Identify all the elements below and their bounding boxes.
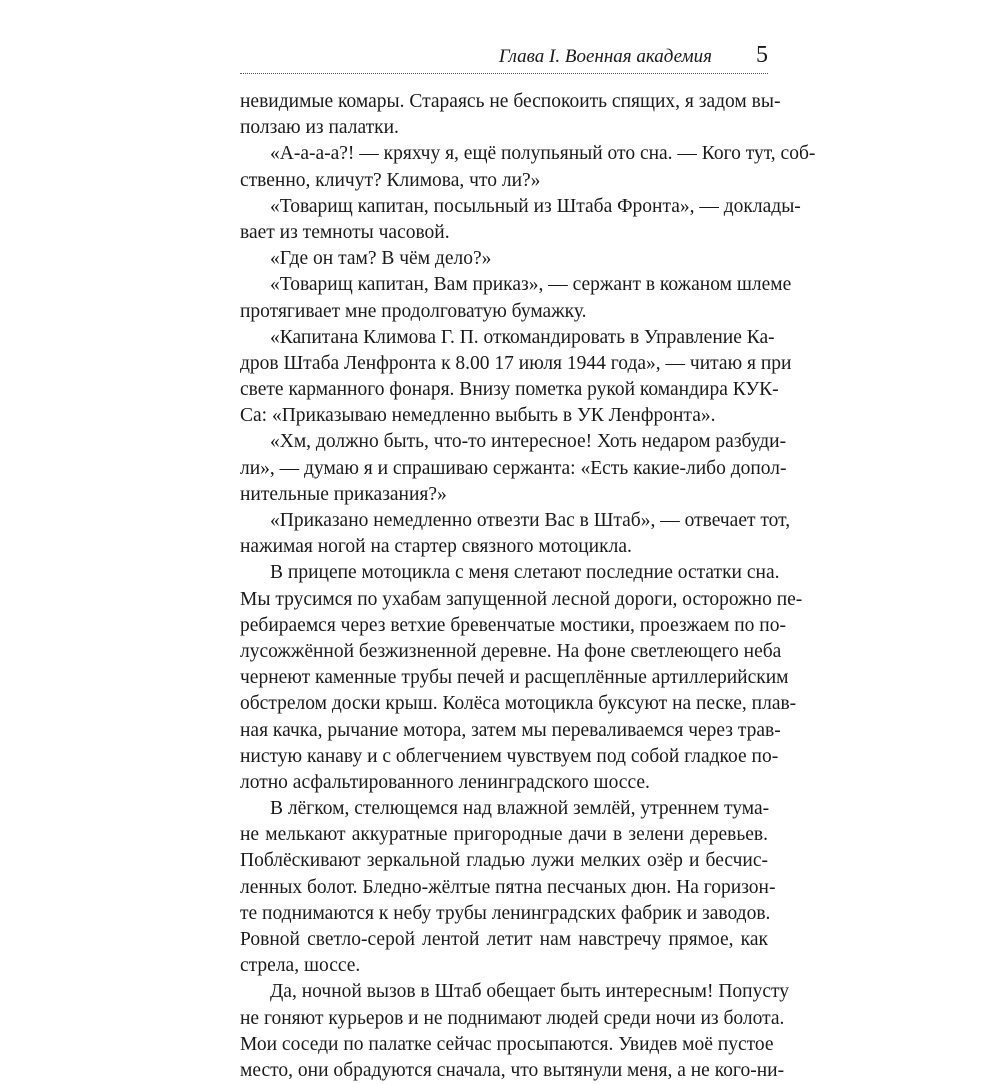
text-line: «А-а-а-а?! — кряхчу я, ещё полупьяный ото сна. — Кого тут, соб- — [270, 143, 816, 165]
text-line: ная качка, рычание мотора, затем мы переваливаемся через трав- — [240, 719, 781, 741]
text-line: обстрелом доски крыш. Колёса мотоцикла буксуют на песке, плав- — [240, 693, 797, 715]
text-line: ребираемся через ветхие бревенчатые мостики, проезжаем по по- — [240, 614, 786, 636]
text-line: Мои соседи по палатке сейчас просыпаются. Увидев моё пустое — [240, 1033, 774, 1055]
text-line: протягивает мне продолговатую бумажку. — [240, 300, 587, 322]
text-line: место, они обрадуются сначала, что вытянули меня, а не кого-ни- — [240, 1059, 785, 1081]
text-line: «Приказано немедленно отвезти Вас в Штаб», — отвечает тот, — [270, 510, 791, 531]
text-line: «Товарищ капитан, посыльный из Штаба Фронта», — доклады- — [270, 195, 801, 217]
text-line: Да, ночной вызов в Штаб обещает быть интересным! Попусту — [270, 981, 790, 1003]
text-line: «Где он там? В чём дело?» — [270, 248, 492, 270]
text-line: дров Штаба Ленфронта к 8.00 17 июля 1944 года», — читаю я при — [240, 352, 792, 374]
text-line: ленных болот. Бледно-жёлтые пятна песчаных дюн. На горизон- — [240, 876, 776, 898]
text-line: ственно, кличут? Климова, что ли?» — [240, 169, 541, 191]
text-line: Поблёскивают зеркальной гладью лужи мелких озёр и бесчис- — [240, 850, 768, 872]
page-number: 5 — [756, 42, 768, 68]
text-line: те поднимаются к небу трубы ленинградских фабрик и заводов. — [240, 902, 771, 924]
text-line: свете карманного фонаря. Внизу пометка рукой командира КУК- — [240, 379, 779, 401]
text-line: нистую канаву и с облегчением чувствуем под собой гладкое по- — [240, 745, 779, 767]
text-line: стрела, шоссе. — [240, 955, 361, 977]
text-line: лусожжённой безжизненной деревне. На фоне светлеющего неба — [240, 640, 782, 662]
text-line: В лёгком, стелющемся над влажной землёй, утреннем тума- — [270, 798, 770, 820]
text-line: не мелькают аккуратные пригородные дачи в зелени деревьев. — [240, 824, 768, 846]
text-line: В прицепе мотоцикла с меня слетают последние остатки сна. — [270, 562, 780, 584]
text-line: невидимые комары. Стараясь не беспокоить спящих, я задом вы- — [240, 91, 781, 112]
text-line: «Хм, должно быть, что-то интересное! Хоть недаром разбуди- — [270, 431, 787, 453]
text-line: лотно асфальтированного ленинградского шоссе. — [240, 771, 650, 793]
text-line: вает из темноты часовой. — [240, 221, 450, 243]
text-line: не гоняют курьеров и не поднимают людей среди ночи из болота. — [240, 1007, 785, 1029]
text-line: Мы трусимся по ухабам запущенной лесной дороги, осторожно пе- — [240, 588, 803, 610]
text-line: «Капитана Климова Г. П. откомандировать в Управление Ка- — [270, 326, 775, 348]
body-text — [240, 89, 816, 1084]
text-line: нажимая ногой на стартер связного мотоцикла. — [240, 536, 632, 558]
text-line: чернеют каменные трубы печей и расщеплённые артиллерийским — [240, 667, 789, 689]
chapter-title: Глава I. Военная академия — [498, 46, 712, 67]
text-line: нительные приказания?» — [240, 483, 447, 505]
text-line: ползаю из палатки. — [240, 117, 399, 139]
text-line: «Товарищ капитан, Вам приказ», — сержант в кожаном шлеме — [270, 274, 792, 296]
running-head — [240, 42, 768, 72]
header-divider — [240, 73, 768, 74]
text-line: Са: «Приказываю немедленно выбыть в УК Ленфронта». — [240, 405, 716, 427]
text-line: Ровной светло-серой лентой летит нам навстречу прямое, как — [240, 929, 768, 950]
text-line: ли», — думаю я и спрашиваю сержанта: «Есть какие-либо допол- — [240, 457, 787, 479]
